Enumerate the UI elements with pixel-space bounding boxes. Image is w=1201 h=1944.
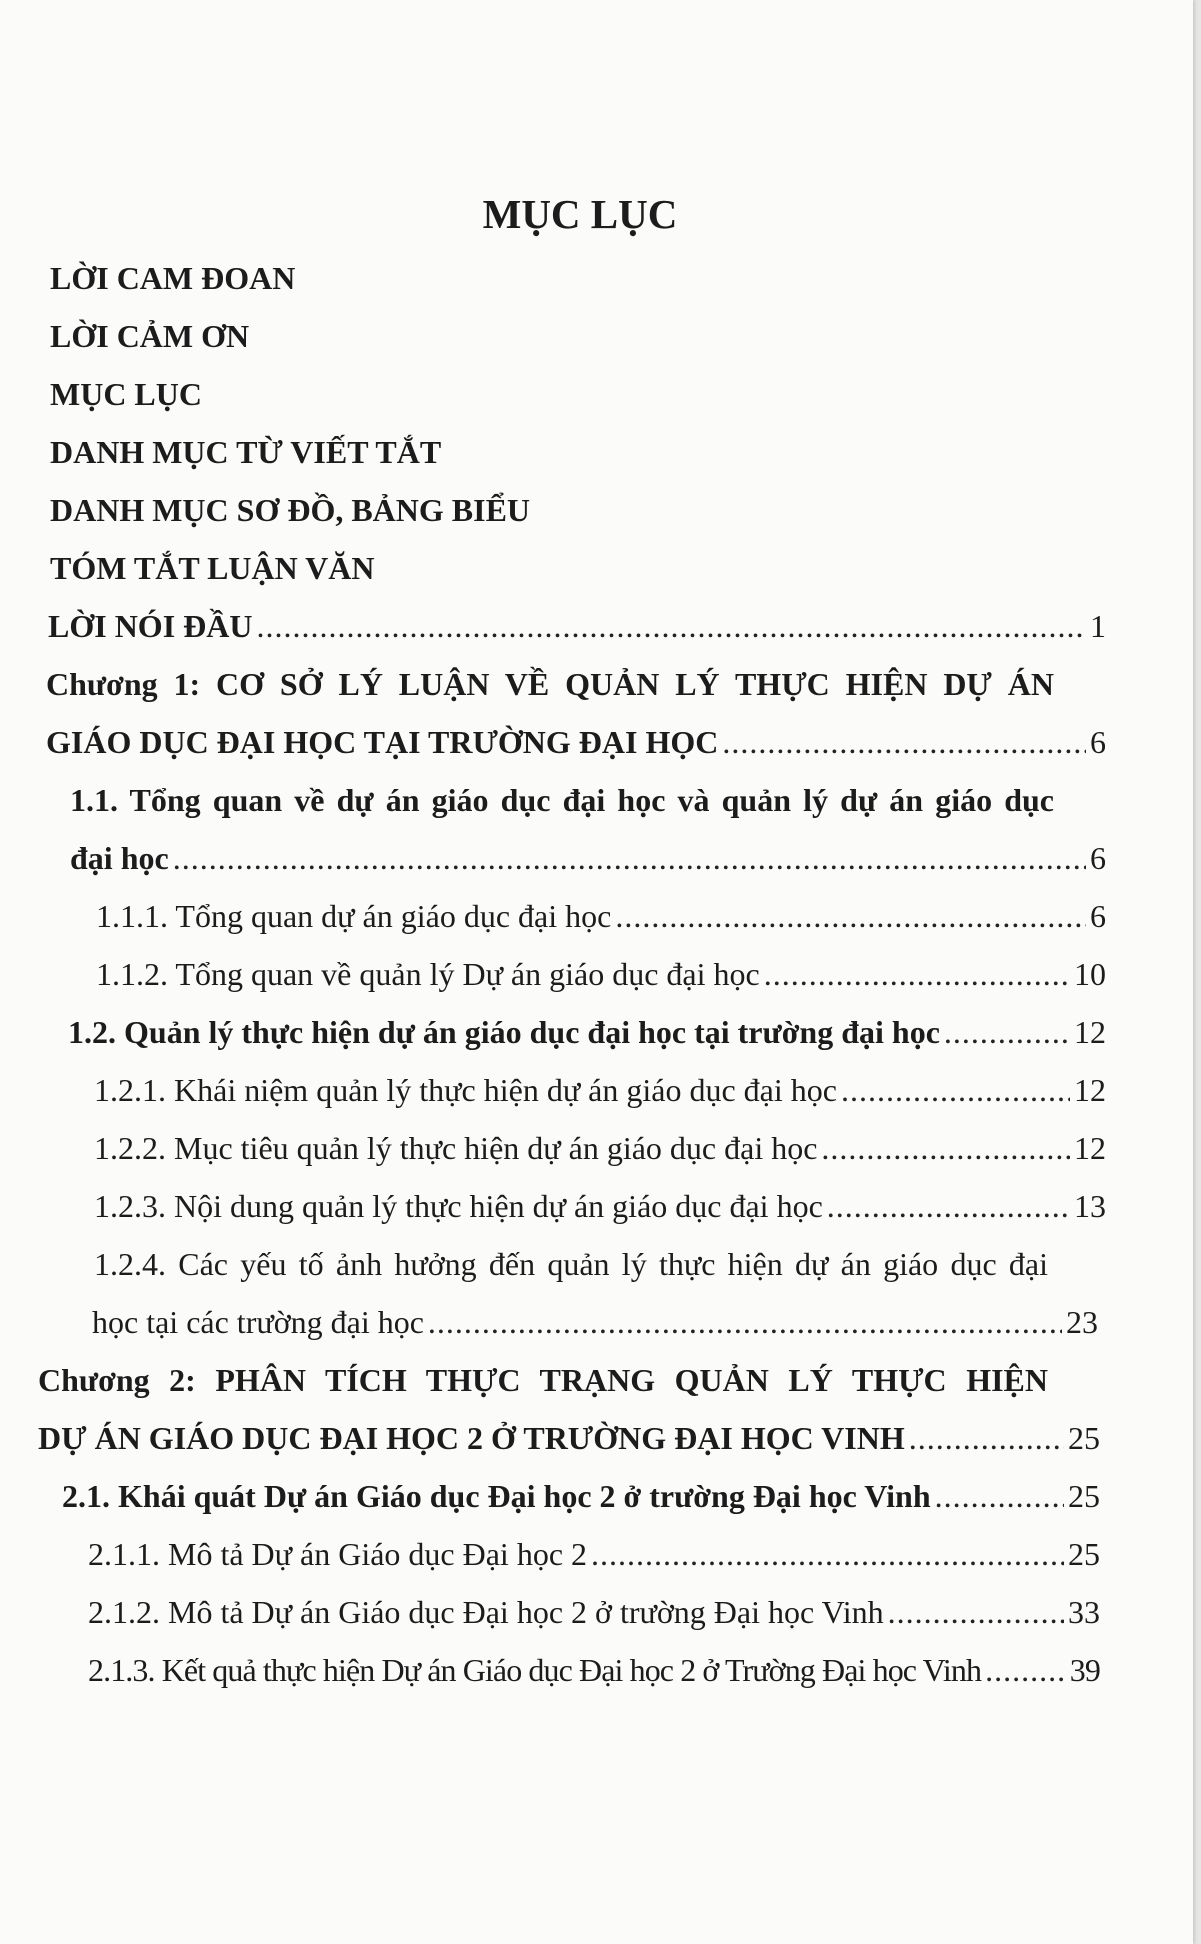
leader-dots <box>935 1476 1064 1516</box>
toc-section-1-1-line1: 1.1. Tổng quan về dự án giáo dục đại học và quản lý dự án giáo dục <box>70 782 1054 818</box>
toc-entry-label: đại học <box>70 840 169 876</box>
leader-dots <box>827 1186 1070 1226</box>
leader-dots <box>722 722 1086 762</box>
toc-item-2-1-1 <box>88 1534 1100 1574</box>
leader-dots <box>985 1650 1066 1690</box>
toc-entry-page: 12 <box>1074 1130 1106 1166</box>
toc-entry-page: 1 <box>1090 608 1106 644</box>
toc-entry-page: 39 <box>1069 1652 1100 1688</box>
leader-dots <box>821 1128 1070 1168</box>
toc-entry-label: GIÁO DỤC ĐẠI HỌC TẠI TRƯỜNG ĐẠI HỌC <box>46 724 719 760</box>
toc-item-1-1-1 <box>96 896 1106 936</box>
leader-dots <box>591 1534 1064 1574</box>
leader-dots <box>764 954 1070 994</box>
toc-item-2-1-3 <box>88 1650 1100 1690</box>
toc-entry-loi-cam-doan: LỜI CAM ĐOAN <box>50 260 296 296</box>
toc-entry-page: 33 <box>1068 1594 1100 1630</box>
toc-chapter1-line1: Chương 1: CƠ SỞ LÝ LUẬN VỀ QUẢN LÝ THỰC HIỆN DỰ ÁN <box>46 666 1054 702</box>
toc-entry-page: 6 <box>1090 840 1106 876</box>
toc-entry-page: 12 <box>1074 1014 1106 1050</box>
toc-section-1-2 <box>68 1012 1106 1052</box>
toc-item-2-1-2 <box>88 1592 1100 1632</box>
toc-chapter2-line2 <box>38 1418 1100 1458</box>
toc-entry-label: 2.1. Khái quát Dự án Giáo dục Đại học 2 ở trường Đại học Vinh <box>62 1478 931 1514</box>
leader-dots <box>173 838 1086 878</box>
toc-item-1-2-2 <box>94 1128 1106 1168</box>
toc-section-2-1 <box>62 1476 1100 1516</box>
leader-dots <box>256 606 1086 646</box>
toc-entry-label: 1.2.3. Nội dung quản lý thực hiện dự án giáo dục đại học <box>94 1188 823 1224</box>
leader-dots <box>909 1418 1064 1458</box>
toc-entry-page: 23 <box>1066 1304 1098 1340</box>
leader-dots <box>841 1070 1070 1110</box>
toc-entry-page: 25 <box>1068 1536 1100 1572</box>
toc-entry-page: 6 <box>1090 898 1106 934</box>
toc-chapter2-line1: Chương 2: PHÂN TÍCH THỰC TRẠNG QUẢN LÝ THỰC HIỆN <box>38 1362 1048 1398</box>
toc-entry-page: 6 <box>1090 724 1106 760</box>
toc-entry-label: 1.2. Quản lý thực hiện dự án giáo dục đại học tại trường đại học <box>68 1014 940 1050</box>
toc-entry-label: 2.1.3. Kết quả thực hiện Dự án Giáo dục Đại học 2 ở Trường Đại học Vinh <box>88 1652 982 1688</box>
toc-entry-loi-cam-on: LỜI CẢM ƠN <box>50 318 250 354</box>
toc-entry-tom-tat: TÓM TẮT LUẬN VĂN <box>50 550 375 586</box>
toc-entry-label: 1.1.2. Tổng quan về quản lý Dự án giáo dục đại học <box>96 956 760 992</box>
toc-item-1-1-2 <box>96 954 1106 994</box>
leader-dots <box>888 1592 1064 1632</box>
toc-entry-label: DỰ ÁN GIÁO DỤC ĐẠI HỌC 2 Ở TRƯỜNG ĐẠI HỌC VINH <box>38 1420 905 1456</box>
toc-entry-label: 1.1.1. Tổng quan dự án giáo dục đại học <box>96 898 612 934</box>
toc-entry-page: 10 <box>1074 956 1106 992</box>
toc-section-1-1-line2 <box>70 838 1106 878</box>
leader-dots <box>944 1012 1070 1052</box>
leader-dots <box>615 896 1086 936</box>
toc-entry-loi-noi-dau <box>48 606 1106 646</box>
toc-entry-page: 12 <box>1074 1072 1106 1108</box>
toc-entry-label: học tại các trường đại học <box>92 1304 424 1340</box>
toc-item-1-2-1 <box>94 1070 1106 1110</box>
toc-entry-page: 13 <box>1074 1188 1106 1224</box>
toc-item-1-2-3 <box>94 1186 1106 1226</box>
toc-chapter1-line2 <box>46 722 1106 762</box>
toc-entry-label: LỜI NÓI ĐẦU <box>48 608 253 644</box>
leader-dots <box>428 1302 1062 1342</box>
toc-entry-danh-muc-so-do: DANH MỤC SƠ ĐỒ, BẢNG BIỂU <box>50 492 531 528</box>
toc-entry-label: 2.1.1. Mô tả Dự án Giáo dục Đại học 2 <box>88 1536 588 1572</box>
toc-entry-label: 2.1.2. Mô tả Dự án Giáo dục Đại học 2 ở trường Đại học Vinh <box>88 1594 884 1630</box>
toc-title: MỤC LỤC <box>482 191 678 237</box>
toc-entry-page: 25 <box>1068 1420 1100 1456</box>
toc-entry-label: 1.2.1. Khái niệm quản lý thực hiện dự án giáo dục đại học <box>94 1072 837 1108</box>
toc-entry-muc-luc: MỤC LỤC <box>50 376 202 412</box>
toc-item-1-2-4-line2 <box>92 1302 1098 1342</box>
toc-entry-danh-muc-tu-viet-tat: DANH MỤC TỪ VIẾT TẮT <box>50 434 442 470</box>
toc-item-1-2-4-line1: 1.2.4. Các yếu tố ảnh hưởng đến quản lý thực hiện dự án giáo dục đại <box>94 1246 1048 1282</box>
toc-entry-page: 25 <box>1068 1478 1100 1514</box>
toc-entry-label: 1.2.2. Mục tiêu quản lý thực hiện dự án giáo dục đại học <box>94 1130 818 1166</box>
